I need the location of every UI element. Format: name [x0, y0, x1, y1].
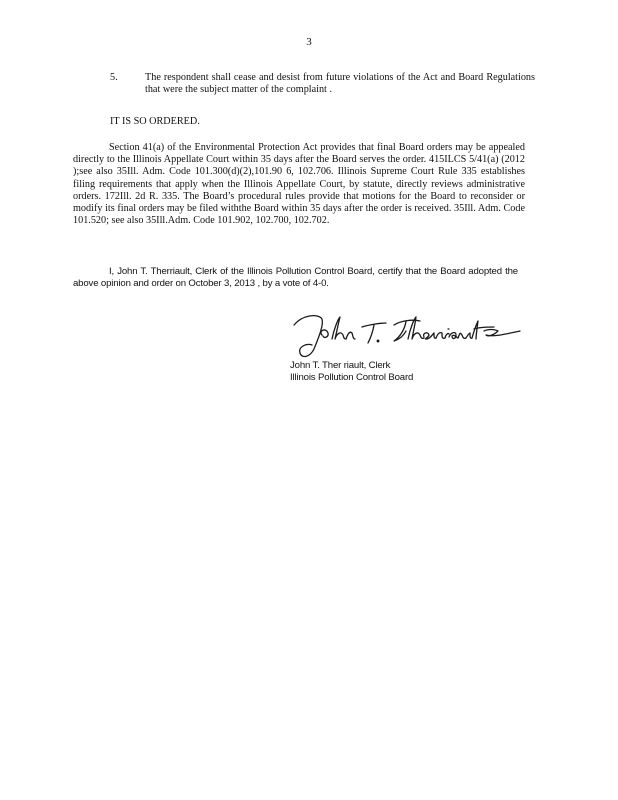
order-item-number: 5.	[110, 72, 118, 83]
order-item-text: The respondent shall cease and desist from future violations of the Act and Board Regulations that were the subject matter of the complaint .	[145, 72, 535, 96]
signature-title-line: Illinois Pollution Control Board	[290, 372, 414, 383]
appeal-rights-paragraph: Section 41(a) of the Environmental Protection Act provides that final Board orders may be appealed directly to the Illinois Appellate Court within 35 days after the Board serves the order. 415ILCS 5/41(a) (2012 );see also 35Ill. Adm. Code 101.300(d)(2),101.90 6, 102.706. Illinois Supreme Court Rule 335 establishes filing requirements that apply when the Illinois Appellate Court, by statute, directly reviews administrative orders. 172Ill. 2d R. 335. The Board’s procedural rules provide that motions for the Board to reconsider or modify its final orders may be filed withthe Board within 35 days after the order is received. 35Ill. Adm. Code 101.520; see also 35Ill.Adm. Code 101.902, 102.700, 102.702.	[73, 142, 525, 227]
signature-name-line: John T. Ther riault, Clerk	[290, 360, 391, 371]
clerk-certification-paragraph: I, John T. Therriault, Clerk of the Illinois Pollution Control Board, certify that the Board adopted the above opinion and order on October 3, 2013 , by a vote of 4-0.	[73, 266, 518, 290]
page-number: 3	[306, 36, 312, 48]
handwritten-signature	[288, 305, 528, 367]
so-ordered-line: IT IS SO ORDERED.	[110, 116, 200, 127]
